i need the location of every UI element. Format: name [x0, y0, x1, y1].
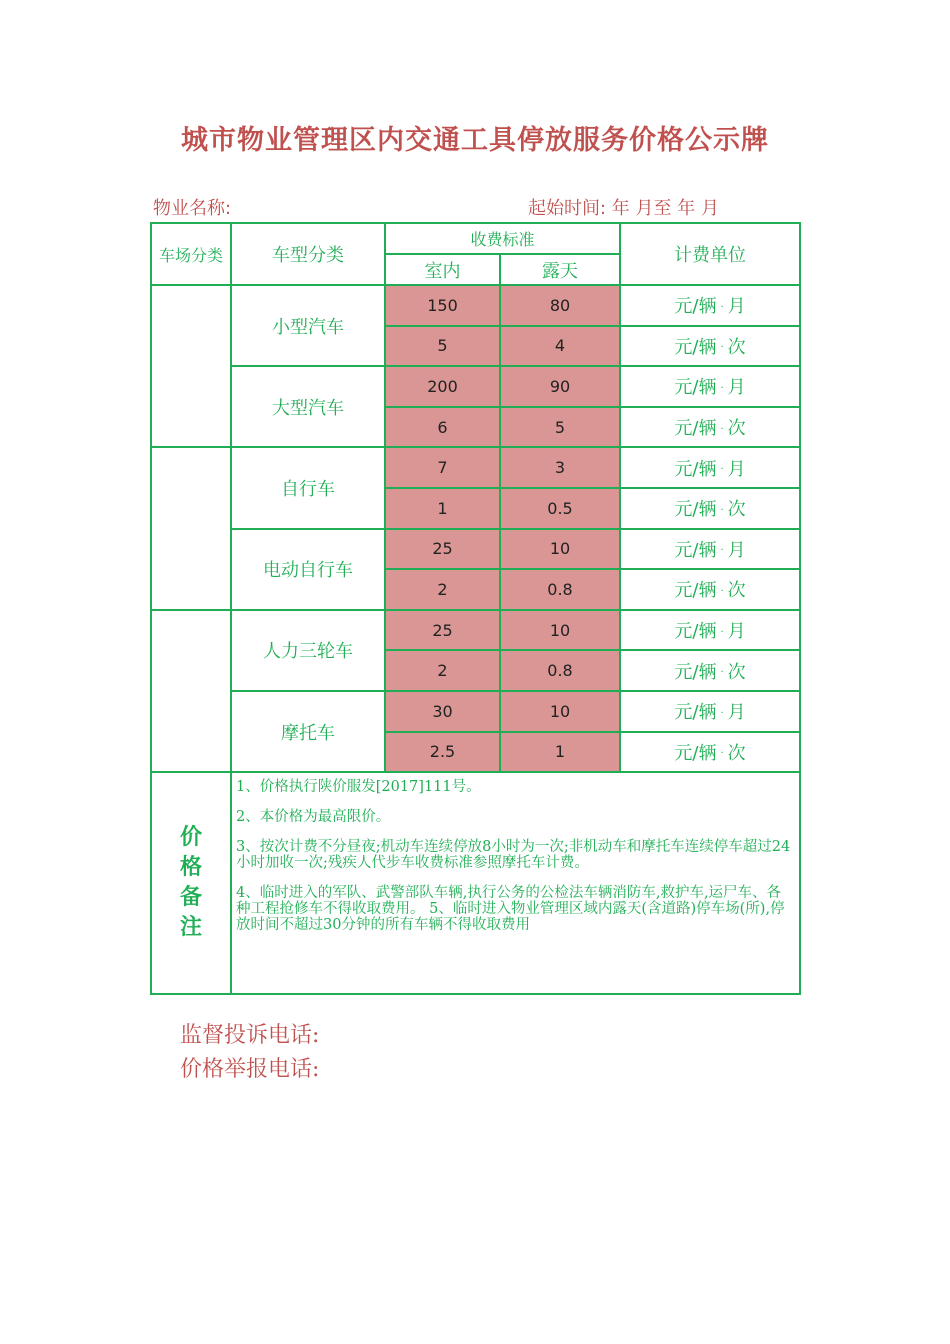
unit-period: 月: [727, 377, 746, 399]
outdoor-price-cell: 10: [500, 610, 620, 651]
unit-dot: ·: [720, 545, 724, 557]
unit-period: 月: [727, 702, 746, 724]
table-row: [151, 285, 800, 326]
indoor-price-cell: 2: [385, 650, 500, 691]
outdoor-price-cell: 5: [500, 407, 620, 448]
outdoor-price-cell: 90: [500, 366, 620, 407]
table-row: [151, 529, 800, 570]
outdoor-price-cell: 0.8: [500, 569, 620, 610]
period-label: 起始时间: 年 月至 年 月: [528, 198, 719, 219]
billing-unit-cell: [620, 691, 800, 732]
unit-dot: ·: [720, 626, 724, 638]
vehicle-type-cell: 电动自行车: [231, 529, 385, 610]
indoor-price-cell: 25: [385, 610, 500, 651]
billing-unit-cell: [620, 447, 800, 488]
outdoor-price-cell: 0.8: [500, 650, 620, 691]
site-category-cell: [151, 285, 231, 447]
indoor-price-cell: 5: [385, 326, 500, 367]
table-row: [151, 610, 800, 651]
unit-prefix: 元/辆: [674, 296, 717, 318]
indoor-price-cell: 200: [385, 366, 500, 407]
unit-prefix: 元/辆: [674, 499, 717, 521]
property-name-label: 物业名称:: [153, 198, 232, 219]
billing-unit-cell: [620, 285, 800, 326]
unit-period: 次: [727, 336, 746, 358]
unit-dot: ·: [720, 504, 724, 516]
indoor-price-cell: 150: [385, 285, 500, 326]
unit-period: 次: [727, 580, 746, 602]
unit-period: 次: [727, 499, 746, 521]
notes-row: [151, 772, 800, 994]
outdoor-price-cell: 80: [500, 285, 620, 326]
indoor-price-cell: 7: [385, 447, 500, 488]
outdoor-price-cell: 0.5: [500, 488, 620, 529]
unit-dot: ·: [720, 464, 724, 476]
unit-prefix: 元/辆: [674, 621, 717, 643]
indoor-price-cell: 1: [385, 488, 500, 529]
unit-period: 次: [727, 418, 746, 440]
unit-prefix: 元/辆: [674, 702, 717, 724]
note-item: 2、本价格为最高限价。: [236, 809, 391, 826]
billing-unit-cell: [620, 610, 800, 651]
outdoor-header: 露天: [500, 254, 620, 285]
indoor-header: 室内: [385, 254, 500, 285]
vehicle-type-cell: 大型汽车: [231, 366, 385, 447]
outdoor-price-cell: 10: [500, 529, 620, 570]
site-category-cell: [151, 610, 231, 772]
unit-prefix: 元/辆: [674, 742, 717, 764]
unit-period: 次: [727, 742, 746, 764]
notes-content: [231, 772, 800, 994]
unit-dot: ·: [720, 707, 724, 719]
indoor-price-cell: 6: [385, 407, 500, 448]
unit-prefix: 元/辆: [674, 580, 717, 602]
table-row: [151, 447, 800, 488]
supervision-phone-label: 监督投诉电话:: [180, 1023, 320, 1048]
billing-unit-cell: [620, 569, 800, 610]
indoor-price-cell: 25: [385, 529, 500, 570]
note-item: 3、按次计费不分昼夜;机动车连续停放8小时为一次;非机动车和摩托车连续停车超过24小时加收一次;残疾人代步车收费标准参照摩托车计费。: [236, 839, 791, 872]
report-phone-label: 价格举报电话:: [180, 1057, 320, 1082]
indoor-price-cell: 30: [385, 691, 500, 732]
unit-period: 次: [727, 661, 746, 683]
unit-prefix: 元/辆: [674, 336, 717, 358]
site-category-cell: [151, 447, 231, 609]
indoor-price-cell: 2: [385, 569, 500, 610]
unit-dot: ·: [720, 382, 724, 394]
outdoor-price-cell: 3: [500, 447, 620, 488]
billing-unit-cell: [620, 326, 800, 367]
unit-dot: ·: [720, 423, 724, 435]
unit-dot: ·: [720, 585, 724, 597]
notes-label-text: 价格备注: [179, 825, 202, 941]
indoor-price-cell: 2.5: [385, 732, 500, 773]
unit-dot: ·: [720, 301, 724, 313]
unit-dot: ·: [720, 667, 724, 679]
billing-unit-cell: [620, 529, 800, 570]
table-row: [151, 366, 800, 407]
billing-unit-cell: [620, 650, 800, 691]
unit-prefix: 元/辆: [674, 458, 717, 480]
outdoor-price-cell: 4: [500, 326, 620, 367]
billing-unit-cell: [620, 366, 800, 407]
unit-period: 月: [727, 296, 746, 318]
unit-period: 月: [727, 621, 746, 643]
outdoor-price-cell: 10: [500, 691, 620, 732]
billing-unit-header: 计费单位: [620, 223, 800, 285]
note-item: 1、价格执行陕价服发[2017]111号。: [236, 779, 481, 796]
billing-unit-cell: [620, 732, 800, 773]
note-item: 4、临时进入的军队、武警部队车辆,执行公务的公检法车辆消防车,救护车,运尸车、各种工程抢修车不得收取费用。 5、临时进入物业管理区域内露天(含道路)停车场(所),停放时间不超过30分钟的所有车辆不得收取费用: [236, 885, 785, 934]
unit-prefix: 元/辆: [674, 418, 717, 440]
unit-dot: ·: [720, 342, 724, 354]
billing-unit-cell: [620, 407, 800, 448]
page-title: 城市物业管理区内交通工具停放服务价格公示牌: [181, 125, 769, 156]
fee-standard-header: 收费标准: [385, 223, 620, 254]
vehicle-type-cell: 小型汽车: [231, 285, 385, 366]
table-row: [151, 691, 800, 732]
vehicle-type-cell: 自行车: [231, 447, 385, 528]
price-table: [150, 222, 801, 995]
billing-unit-cell: [620, 488, 800, 529]
notes-label: [151, 772, 231, 994]
vehicle-type-cell: 人力三轮车: [231, 610, 385, 691]
vehicle-type-cell: 摩托车: [231, 691, 385, 772]
unit-period: 月: [727, 458, 746, 480]
unit-dot: ·: [720, 748, 724, 760]
unit-prefix: 元/辆: [674, 661, 717, 683]
unit-period: 月: [727, 539, 746, 561]
unit-prefix: 元/辆: [674, 539, 717, 561]
site-category-header: 车场分类: [151, 223, 231, 285]
outdoor-price-cell: 1: [500, 732, 620, 773]
unit-prefix: 元/辆: [674, 377, 717, 399]
vehicle-type-header: 车型分类: [231, 223, 385, 285]
